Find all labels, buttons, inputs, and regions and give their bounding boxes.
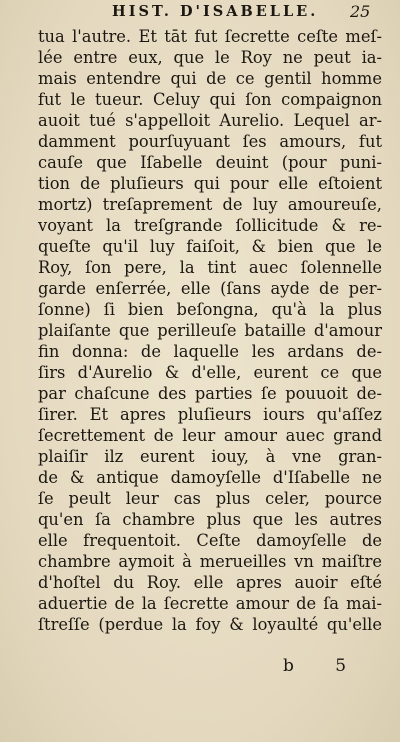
text-line: ſonne) ſi bien beſongna, qu'à la plus xyxy=(38,300,382,319)
text-line: ſirer. Et apres pluſieurs iours qu'aſſez xyxy=(38,405,382,424)
text-line: garde enſerrée, elle (ſans ayde de per- xyxy=(38,279,382,298)
text-line: chambre aymoit à merueilles vn maiſtre xyxy=(38,552,382,571)
text-line: plaiſante que perilleuſe bataille d'amour xyxy=(38,321,382,340)
running-title: HIST. D'ISABELLE. xyxy=(112,3,319,20)
text-line: queſte qu'il luy faiſoit, & bien que le xyxy=(38,237,382,256)
text-line: lée entre eux, que le Roy ne peut ia- xyxy=(38,48,382,67)
text-line: tua l'autre. Et tāt fut ſecrette ceſte meſ- xyxy=(38,27,382,46)
text-line: d'hoſtel du Roy. elle apres auoir eſté xyxy=(38,573,382,592)
text-line: voyant la treſgrande ſollicitude & re- xyxy=(38,216,382,235)
text-line: fut le tueur. Celuy qui ſon compaignon xyxy=(38,90,382,109)
text-line: auoit tué s'appelloit Aurelio. Lequel ar- xyxy=(38,111,382,130)
page-header xyxy=(0,0,400,24)
page-footer xyxy=(0,655,400,679)
text-line: mortz) treſaprement de luy amoureuſe, xyxy=(38,195,382,214)
text-line: ſtreſſe (perdue la foy & loyaulté qu'elle xyxy=(38,615,382,634)
text-line: ſe peult leur cas plus celer, pource xyxy=(38,489,382,508)
text-line: damment pourſuyuant ſes amours, fut xyxy=(38,132,382,151)
text-line: par chaſcune des parties ſe pouuoit de- xyxy=(38,384,382,403)
page-number: 25 xyxy=(350,2,371,21)
text-line: elle frequentoit. Ceſte damoyſelle de xyxy=(38,531,382,550)
text-line: ſirs d'Aurelio & d'elle, eurent ce que xyxy=(38,363,382,382)
text-line: cauſe que Iſabelle deuint (pour puni- xyxy=(38,153,382,172)
text-line: plaiſir ilz eurent iouy, à vne gran- xyxy=(38,447,382,466)
text-line: Roy, ſon pere, la tint auec ſolennelle xyxy=(38,258,382,277)
text-line: fin donna: de laquelle les ardans de- xyxy=(38,342,382,361)
body-text xyxy=(38,26,382,635)
text-line: tion de pluſieurs qui pour elle eſtoient xyxy=(38,174,382,193)
text-line: de & antique damoyſelle d'Iſabelle ne xyxy=(38,468,382,487)
text-line: mais entendre qui de ce gentil homme xyxy=(38,69,382,88)
text-line: ſecrettement de leur amour auec grand xyxy=(38,426,382,445)
text-line: qu'en ſa chambre plus que les autres xyxy=(38,510,382,529)
signature-mark: b 5 xyxy=(283,656,365,676)
text-line: aduertie de la ſecrette amour de ſa mai- xyxy=(38,594,382,613)
